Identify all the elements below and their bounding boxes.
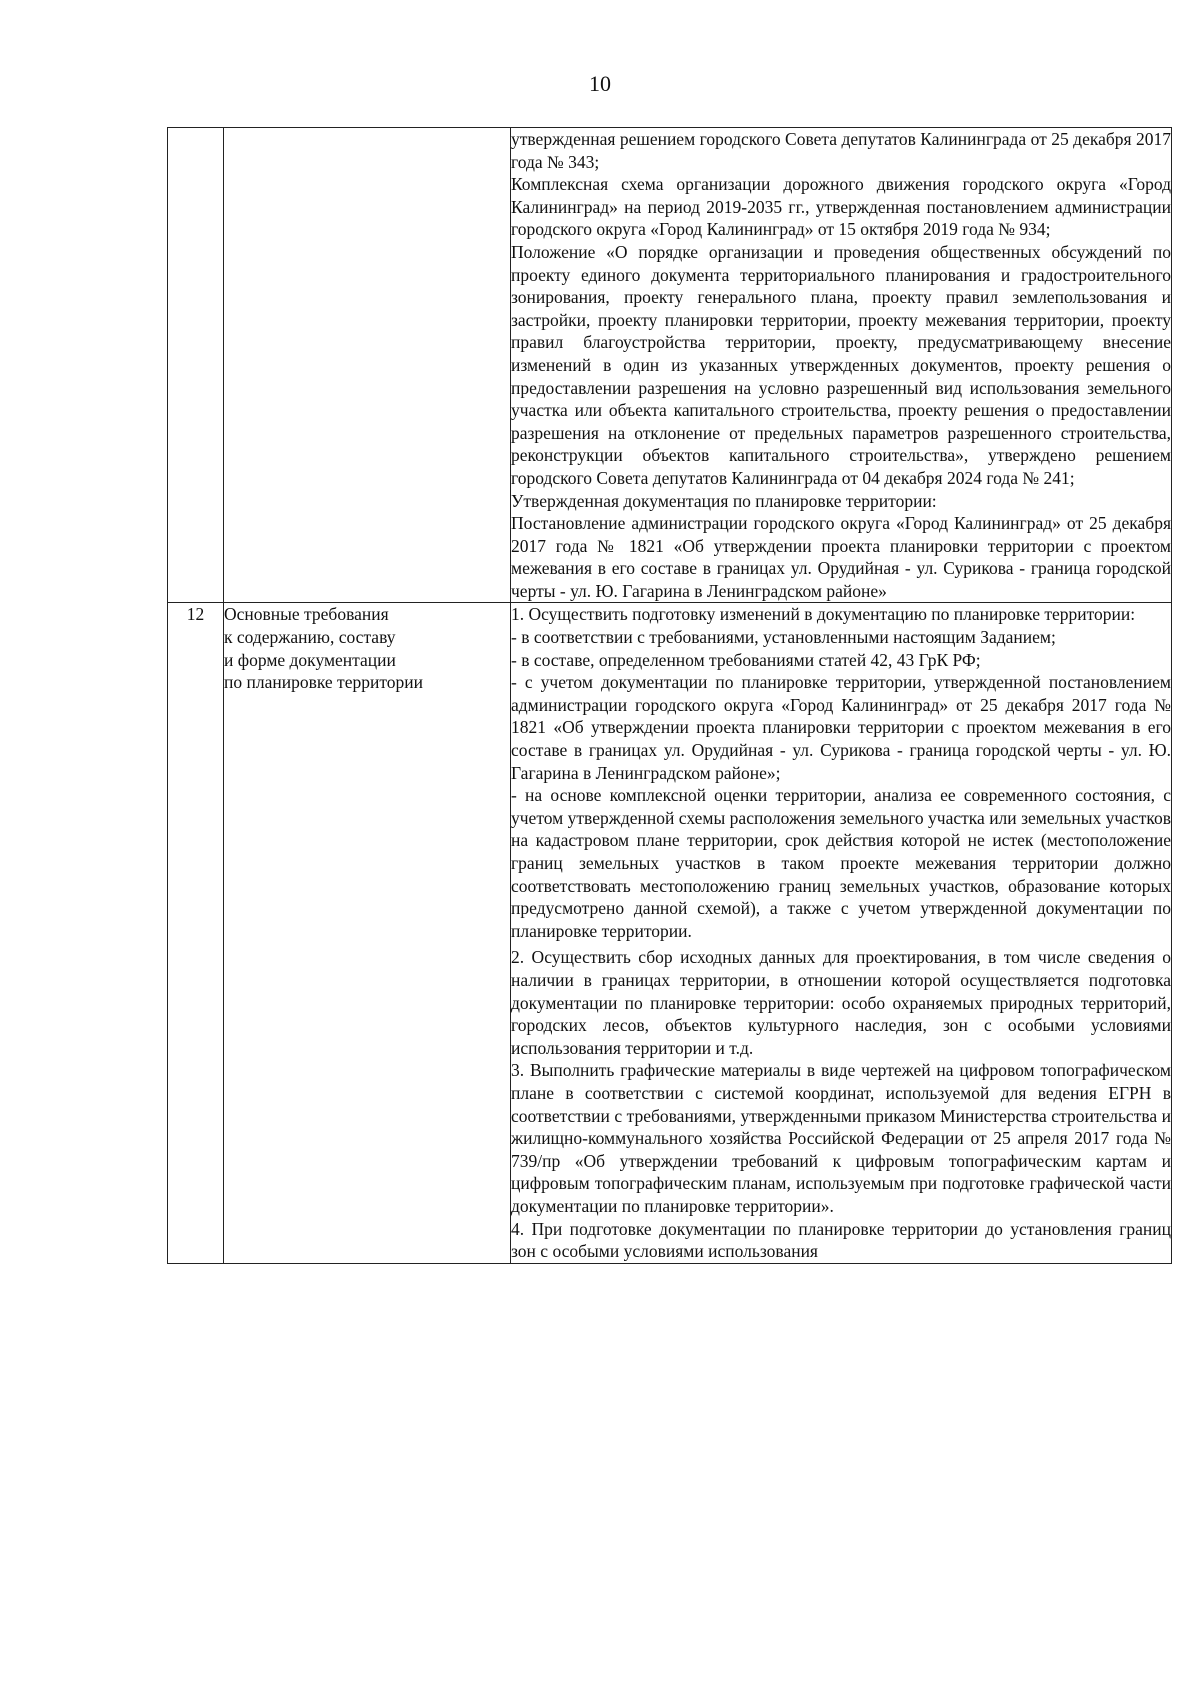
table-row-continuation [168, 128, 1172, 603]
paragraph: - с учетом документации по планировке территории, утвержденной постановлением администрации городского округа «Город Калининград» от 25 декабря 2017 года № 1821 «Об утверждении проекта планировки территории с проектом межевания в его составе в границах ул. Орудийная - ул. Сурикова - граница городской черты - ул. Ю. Гагарина в Ленинградском районе»; [511, 672, 1171, 783]
paragraph: Положение «О порядке организации и проведения общественных обсуждений по проекту единого документа территориального планирования и градостроительного зонирования, проекту генерального плана, проекту правил землепользования и застройки, проекту планировки территории, проекту межевания территории, проекту правил благоустройства территории, проекту, предусматривающему внесение изменений в один из указанных утвержденных документов, проекту решения о предоставлении разрешения на условно разрешенный вид использования земельного участка или объекта капитального строительства, проекту решения о предоставлении разрешения на отклонение от предельных параметров разрешенного строительства, реконструкции объектов капитального строительства», утверждено решением городского Совета депутатов Калининграда от 04 декабря 2024 года № 241; [511, 241, 1171, 488]
row-number-cell: 12 [168, 603, 224, 1263]
row-name-cell [224, 128, 511, 603]
paragraph: 3. Выполнить графические материалы в виде чертежей на цифровом топографическом плане в соответствии с системой координат, используемой для ведения ЕГРН в соответствии с требованиями, утвержденными приказом Министерства строительства и жилищно-коммунального хозяйства Российской Федерации от 25 апреля 2017 года № 739/пр «Об утверждении требований к цифровым топографическим картам и цифровым топографическим планам, используемым при подготовке графической части документации по планировке территории». [511, 1060, 1171, 1216]
paragraph: 1. Осуществить подготовку изменений в документацию по планировке территории: [511, 604, 1136, 625]
paragraph: Комплексная схема организации дорожного движения городского округа «Город Калининград» на период 2019-2035 гг., утвержденная постановлением администрации городского округа «Город Калининград» от 15 октября 2019 года № 934; [511, 174, 1171, 240]
table-row-12 [168, 603, 1172, 1263]
row-name-line: по планировке территории [224, 672, 423, 693]
row-name-line: к содержанию, составу [224, 627, 396, 648]
page-number: 10 [589, 71, 611, 96]
paragraph: Утвержденная документация по планировке территории: [511, 490, 937, 511]
paragraph: - на основе комплексной оценки территории, анализа ее современного состояния, с учетом утвержденной схемы расположения земельного участка или земельных участков на кадастровом плане территории, срок действия которой не истек (местоположение границ земельных участков в таком проекте межевания территории должно соответствовать местоположению границ земельных участков, образование которых предусмотрено данной схемой), а также с учетом утвержденной документации по планировке территории. [511, 785, 1171, 941]
requirements-table [167, 127, 1172, 1264]
row-name-cell [224, 603, 511, 1263]
paragraph: 2. Осуществить сбор исходных данных для проектирования, в том числе сведения о наличии в границах территории, в отношении которой осуществляется подготовка документации по планировке территории: особо охраняемых природных территорий, городских лесов, объектов культурного наследия, зон с особыми условиями использования территории и т.д. [511, 947, 1171, 1058]
row-content-cell [511, 603, 1172, 1263]
row-content-cell [511, 128, 1172, 603]
paragraph: 4. При подготовке документации по планировке территории до установления границ зон с особыми условиями использования [511, 1218, 1171, 1262]
row-name-line: Основные требования [224, 604, 389, 625]
paragraph: утвержденная решением городского Совета депутатов Калининграда от 25 декабря 2017 года № 343; [511, 129, 1171, 172]
paragraph: - в составе, определенном требованиями статей 42, 43 ГрК РФ; [511, 649, 981, 670]
paragraph: - в соответствии с требованиями, установленными настоящим Заданием; [511, 627, 1056, 648]
row-number-cell [168, 128, 224, 603]
paragraph: Постановление администрации городского округа «Город Калининград» от 25 декабря 2017 года № 1821 «Об утверждении проекта планировки территории с проектом межевания в его составе в границах ул. Орудийная - ул. Сурикова - граница городской черты - ул. Ю. Гагарина в Ленинградском районе» [511, 513, 1171, 601]
row-name-line: и форме документации [224, 649, 396, 670]
